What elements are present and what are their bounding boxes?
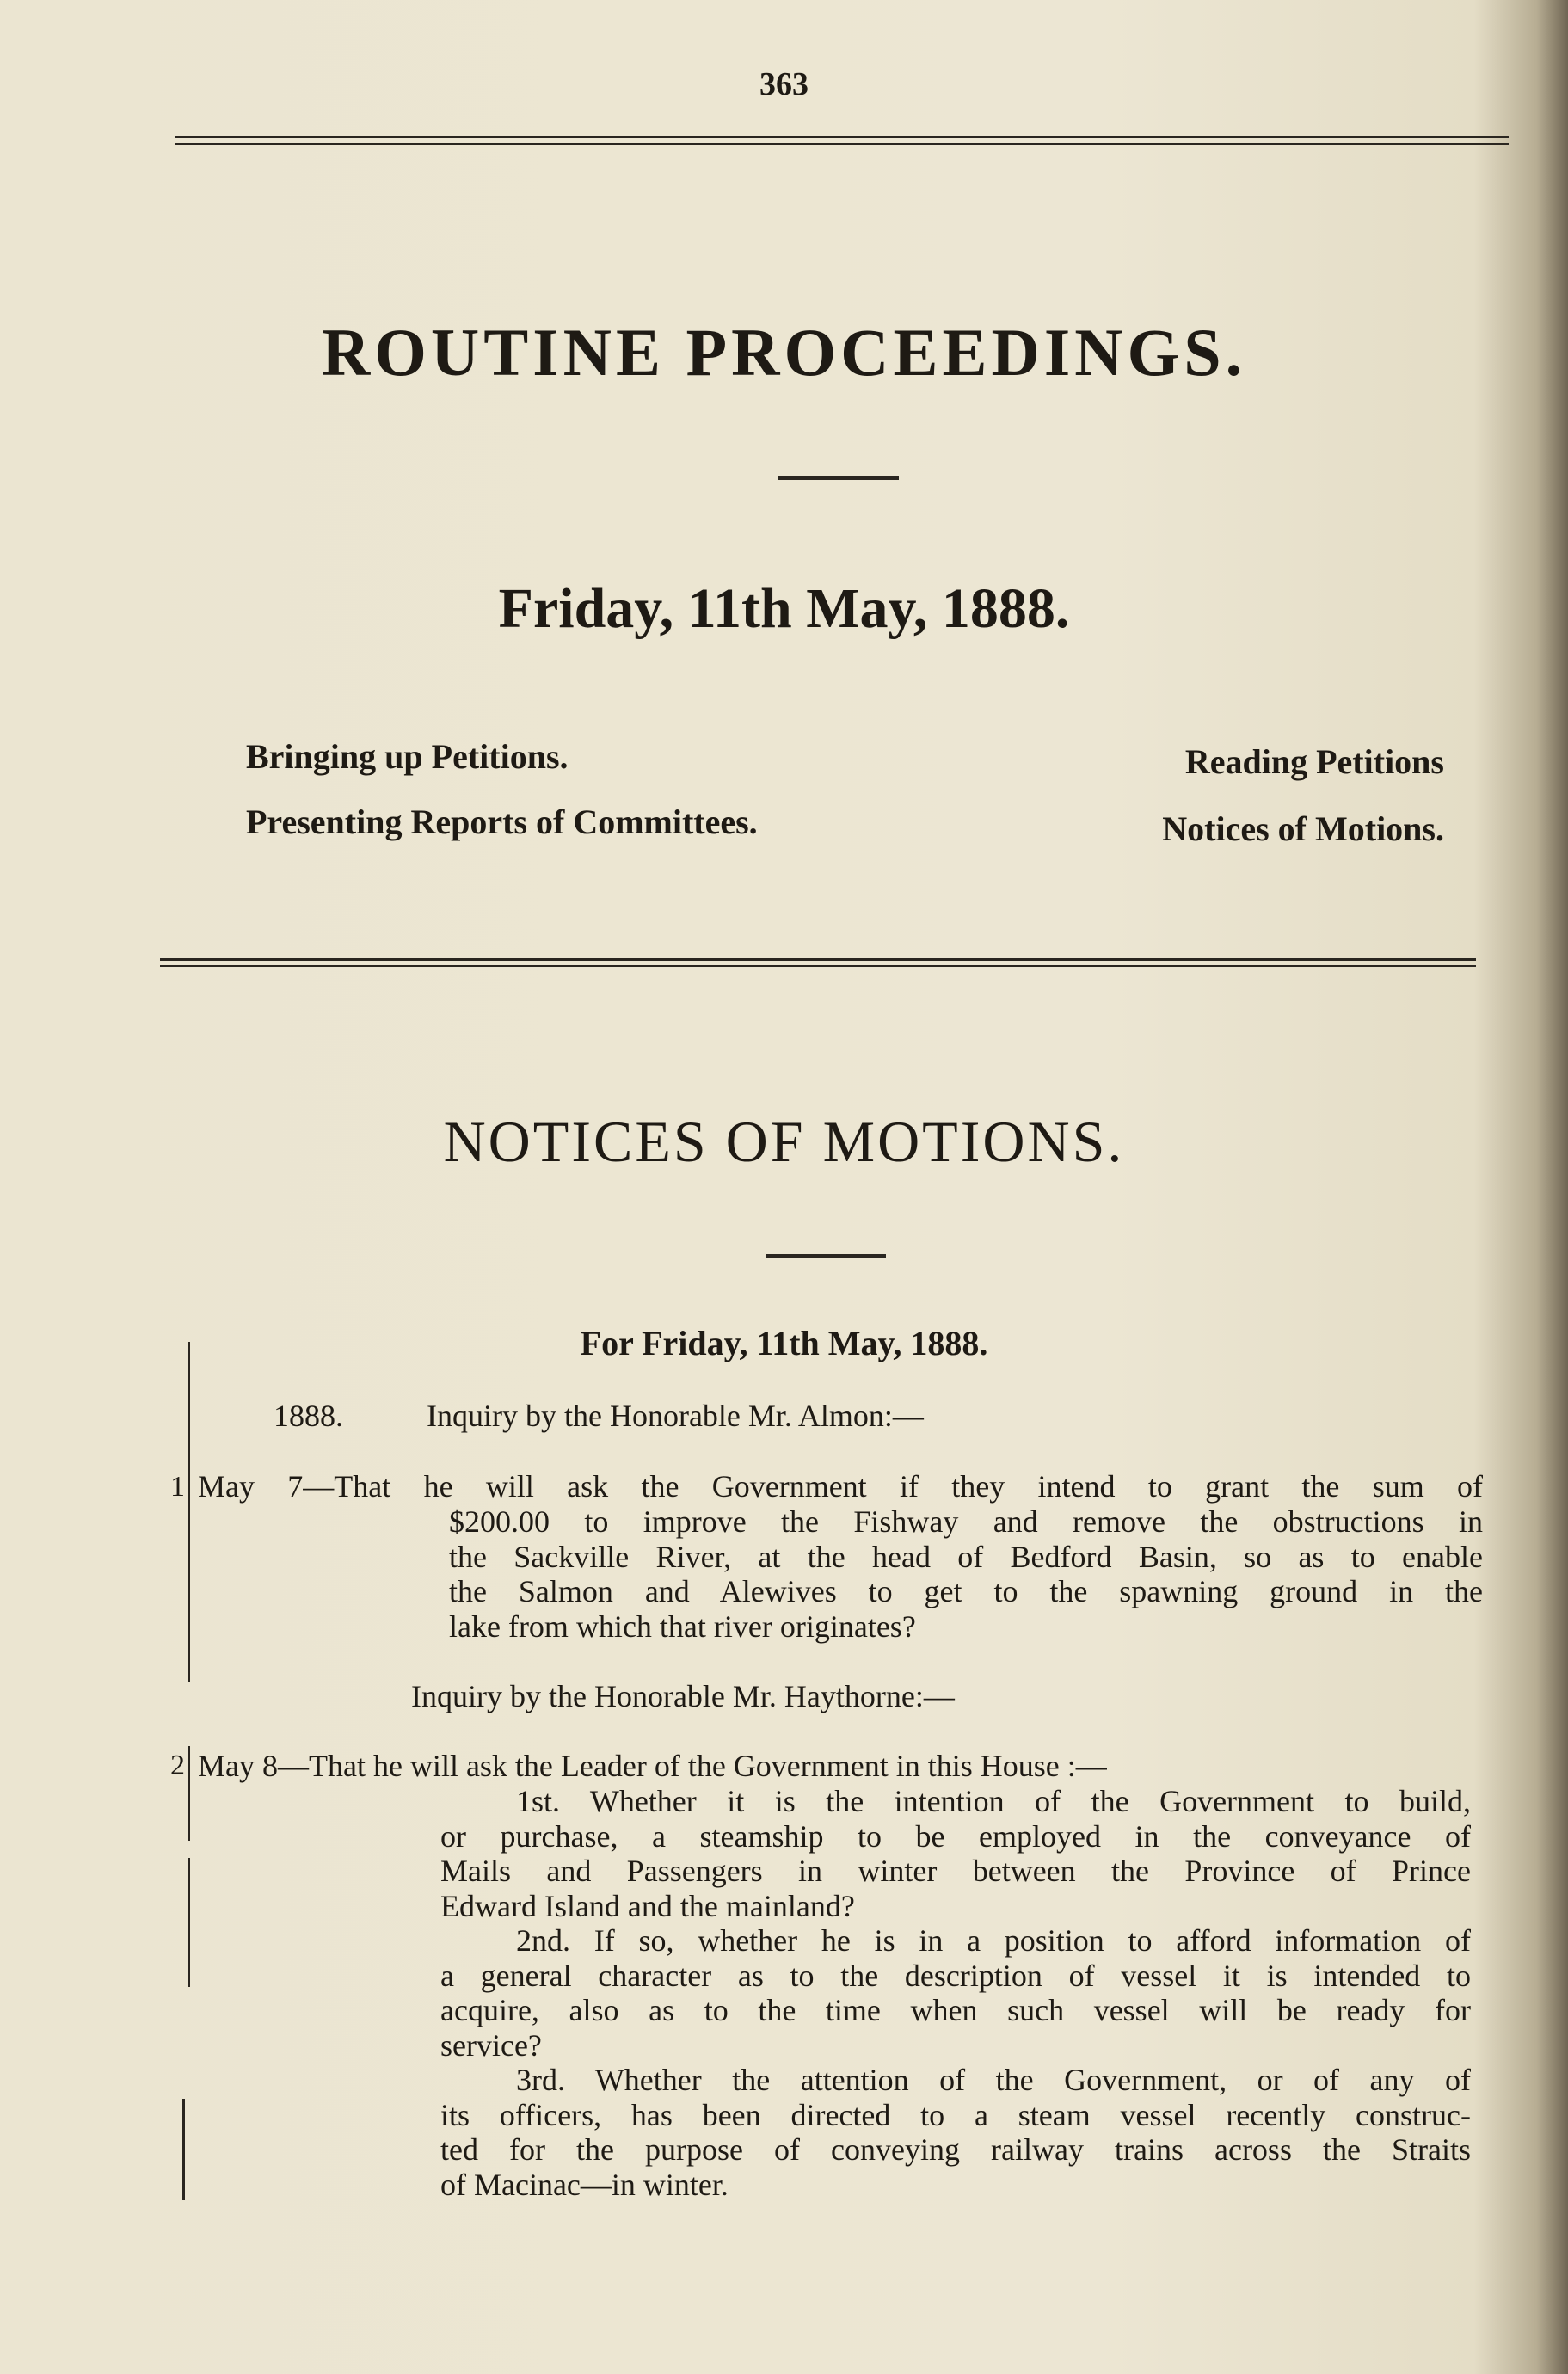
- inquiry-heading: Inquiry by the Honorable Mr. Almon:—: [427, 1399, 924, 1433]
- margin-bar: [188, 1342, 190, 1682]
- text-line: $200.00 to improve the Fishway and remove the obstructions in: [449, 1504, 1483, 1539]
- text-line: or purchase, a steamship to be employed in the conveyance of: [440, 1818, 1471, 1854]
- section-title: NOTICES OF MOTIONS.: [443, 1109, 1125, 1174]
- text-line: 1st. Whether it is the intention of the Government to build,: [516, 1784, 1471, 1818]
- inquiry-heading: Inquiry by the Honorable Mr. Haythorne:—: [411, 1679, 955, 1713]
- text-line: the Salmon and Alewives to get to the spawning ground in the: [449, 1574, 1483, 1608]
- inquiry-paragraph-3: [440, 2063, 1471, 2202]
- text-line: 3rd. Whether the attention of the Government, or of any of: [516, 2063, 1471, 2097]
- inquiry-body: [449, 1504, 1483, 1644]
- order-reading-petitions: Reading Petitions: [1184, 742, 1444, 781]
- section-underline: [766, 1254, 886, 1258]
- title-underline: [778, 476, 899, 480]
- inquiry-paragraph-2: [440, 1923, 1471, 2063]
- for-date-heading: For Friday, 11th May, 1888.: [580, 1324, 988, 1362]
- text-line: a general character as to the description of vessel it is intended to: [440, 1958, 1471, 1993]
- text-line: of Macinac—in winter.: [440, 2167, 729, 2202]
- margin-bar: [188, 1858, 190, 1987]
- order-bringing-up-petitions: Bringing up Petitions.: [246, 737, 569, 776]
- margin-bar: [182, 2099, 185, 2200]
- text-line: acquire, also as to the time when such vessel will be ready for: [440, 1993, 1471, 2027]
- date-heading: Friday, 11th May, 1888.: [498, 577, 1070, 640]
- order-presenting-reports: Presenting Reports of Committees.: [246, 803, 758, 841]
- page-title: ROUTINE PROCEEDINGS.: [321, 315, 1247, 390]
- inquiry-number: 1: [170, 1471, 185, 1503]
- margin-bar: [188, 1746, 190, 1841]
- text-line: Edward Island and the mainland?: [440, 1888, 855, 1923]
- text-line: lake from which that river originates?: [449, 1608, 916, 1644]
- text-line: ted for the purpose of conveying railway trains across the Straits: [440, 2132, 1471, 2167]
- top-double-rule: [175, 136, 1509, 145]
- year-label: 1888.: [274, 1399, 343, 1433]
- page-number: 363: [759, 66, 809, 102]
- text-line: 2nd. If so, whether he is in a position to afford information of: [516, 1923, 1471, 1958]
- text-line: May 7—That he will ask the Government if they intend to grant the sum of: [198, 1469, 1483, 1504]
- inquiry-paragraph-1: [440, 1784, 1471, 1923]
- text-line: service?: [440, 2027, 542, 2063]
- order-notices-of-motions: Notices of Motions.: [1162, 809, 1444, 848]
- text-line: Mails and Passengers in winter between the Province of Prince: [440, 1854, 1471, 1888]
- inquiry-number: 2: [170, 1750, 185, 1781]
- text-line: the Sackville River, at the head of Bedford Basin, so as to enable: [449, 1539, 1483, 1574]
- inquiry-first-line: May 8—That he will ask the Leader of the Government in this House :—: [198, 1749, 1107, 1783]
- text-line: its officers, has been directed to a steam vessel recently construc-: [440, 2097, 1471, 2132]
- section-double-rule: [160, 958, 1476, 967]
- inquiry-first-line: [198, 1469, 1483, 1504]
